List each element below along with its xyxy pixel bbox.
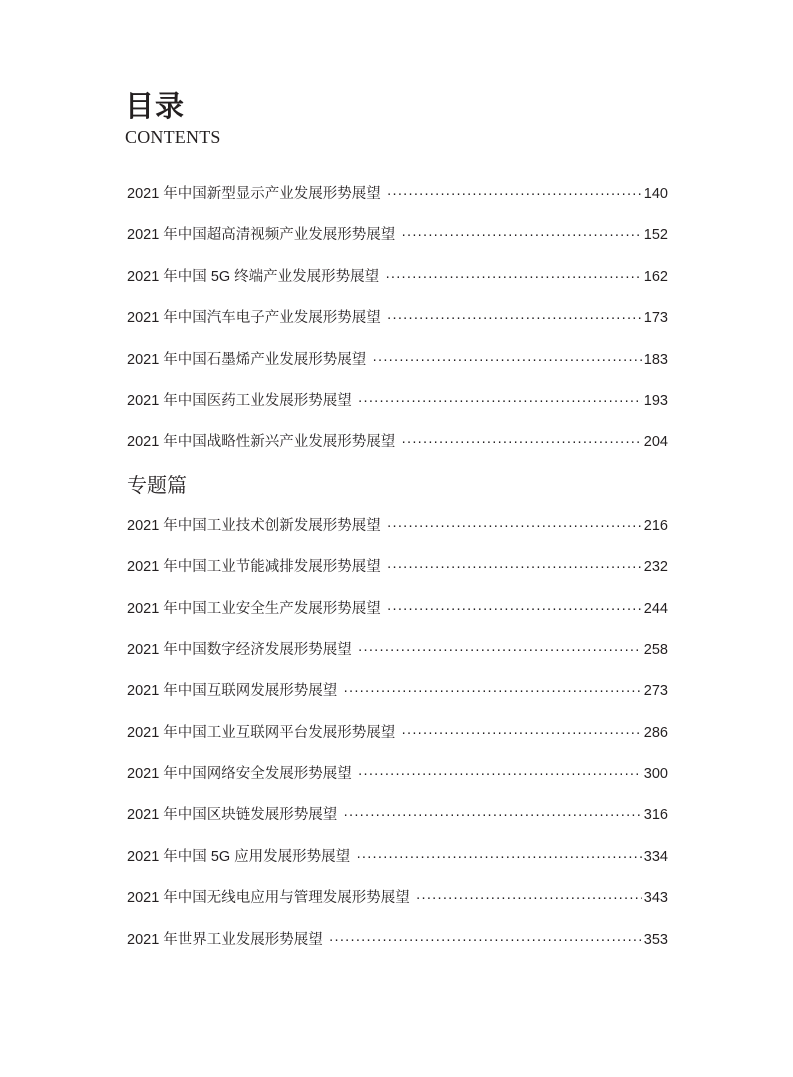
toc-entry[interactable] (127, 506, 668, 547)
dot-leader (356, 837, 642, 878)
toc-entry-page: 140 (643, 186, 668, 202)
toc-entry-page: 273 (643, 683, 668, 700)
toc-entry-page: 286 (643, 724, 668, 741)
toc-entry-title: 2021 年中国区块链发展形势展望 (127, 807, 338, 824)
toc-entry[interactable] (127, 257, 668, 298)
dot-leader (358, 754, 642, 795)
dot-leader (385, 257, 642, 298)
toc-entry[interactable] (127, 920, 668, 961)
toc-entry[interactable] (127, 422, 668, 463)
toc-entry-title: 2021 年中国工业互联网平台发展形势展望 (127, 724, 396, 741)
dot-leader (401, 713, 642, 754)
toc-entry[interactable] (127, 589, 668, 630)
dot-leader (387, 547, 642, 588)
toc-entry-title: 2021 年世界工业发展形势展望 (127, 931, 323, 948)
toc-entry-title: 2021 年中国工业安全生产发展形势展望 (127, 600, 381, 617)
toc-entry-page: 232 (643, 559, 668, 576)
toc-entry-page: 343 (643, 890, 668, 907)
dot-leader (372, 340, 642, 381)
toc-entry[interactable] (127, 298, 668, 339)
dot-leader (358, 381, 642, 422)
dot-leader (416, 878, 642, 919)
toc-entry[interactable] (127, 381, 668, 422)
toc-entry-title: 2021 年中国 5G 应用发展形势展望 (127, 848, 351, 865)
toc-entry-page: 193 (643, 392, 668, 409)
toc-entry-title: 2021 年中国 5G 终端产业发展形势展望 (127, 268, 380, 285)
toc-entry-title: 2021 年中国新型显示产业发展形势展望 (127, 186, 381, 202)
toc-entry-page: 353 (643, 931, 668, 948)
toc-entry-page: 152 (643, 227, 668, 244)
page-subtitle: CONTENTS (125, 127, 221, 147)
toc-entry-page: 258 (643, 641, 668, 658)
dot-leader (329, 920, 642, 961)
dot-leader (343, 795, 642, 836)
toc-entry-page: 183 (643, 351, 668, 368)
dot-leader (401, 422, 642, 463)
dot-leader (387, 298, 642, 339)
dot-leader (358, 630, 642, 671)
toc-entry-page: 316 (643, 807, 668, 824)
toc-entry-title: 2021 年中国战略性新兴产业发展形势展望 (127, 434, 396, 451)
page-title: 目录 (125, 89, 186, 123)
toc-entry[interactable] (127, 174, 668, 215)
toc-entry[interactable] (127, 547, 668, 588)
toc-entry-title: 2021 年中国石墨烯产业发展形势展望 (127, 351, 367, 368)
toc-entry[interactable] (127, 340, 668, 381)
toc-entry[interactable] (127, 837, 668, 878)
toc-entry-title: 2021 年中国汽车电子产业发展形势展望 (127, 310, 381, 327)
dot-leader (387, 506, 642, 547)
toc-entry-title: 2021 年中国工业技术创新发展形势展望 (127, 517, 381, 534)
dot-leader (387, 174, 642, 215)
toc-entry-page: 334 (643, 848, 668, 865)
dot-leader (401, 215, 642, 256)
toc-entry[interactable] (127, 713, 668, 754)
dot-leader (387, 589, 642, 630)
toc-entry[interactable] (127, 630, 668, 671)
toc-entry[interactable] (127, 878, 668, 919)
toc-entry-title: 2021 年中国网络安全发展形势展望 (127, 766, 352, 783)
toc-entry[interactable] (127, 795, 668, 836)
toc-entry-page: 300 (643, 766, 668, 783)
toc-entry-page: 162 (643, 268, 668, 285)
toc-entry-title: 2021 年中国医药工业发展形势展望 (127, 392, 352, 409)
toc-entry-page: 173 (643, 310, 668, 327)
dot-leader (343, 671, 642, 712)
toc-entry-page: 216 (643, 517, 668, 534)
toc-entry[interactable] (127, 754, 668, 795)
toc-entry[interactable] (127, 215, 668, 256)
toc-entry-page: 204 (643, 434, 668, 451)
toc-entry-title: 2021 年中国数字经济发展形势展望 (127, 641, 352, 658)
section-heading: 专题篇 (127, 472, 187, 497)
toc-entry-title: 2021 年中国工业节能减排发展形势展望 (127, 559, 381, 576)
toc-entry[interactable] (127, 671, 668, 712)
toc-entry-title: 2021 年中国超高清视频产业发展形势展望 (127, 227, 396, 244)
toc-entry-title: 2021 年中国无线电应用与管理发展形势展望 (127, 890, 410, 907)
table-of-contents (127, 174, 668, 961)
toc-entry-title: 2021 年中国互联网发展形势展望 (127, 683, 338, 700)
toc-entry-page: 244 (643, 600, 668, 617)
